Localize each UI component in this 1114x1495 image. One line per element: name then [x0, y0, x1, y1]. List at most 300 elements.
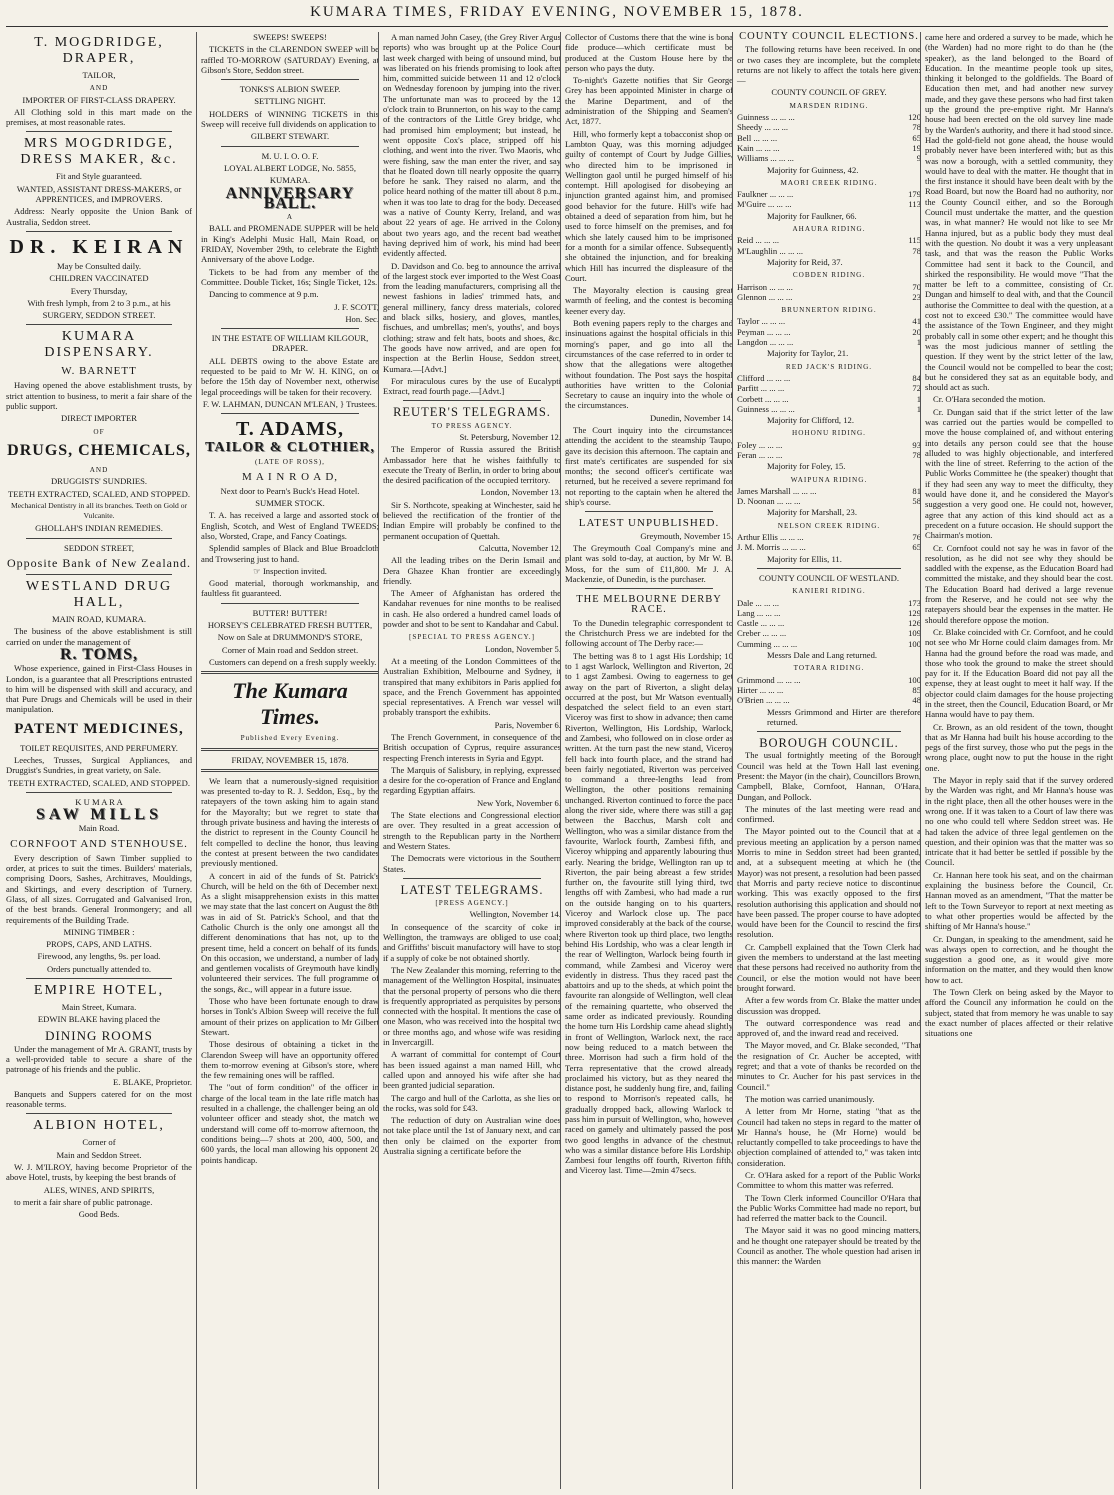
- result-row: [737, 450, 921, 460]
- result-row: [737, 542, 921, 552]
- ad-merit: to merit a fair share of public patronage.: [14, 1196, 153, 1207]
- special-press-line: [SPECIAL TO PRESS AGENCY.]: [409, 633, 535, 642]
- ad-corner: Corner of: [82, 1137, 116, 1148]
- ad-dancing: Dancing to commence at 9 p.m.: [209, 289, 319, 300]
- ad-wanted: WANTED, ASSISTANT DRESS-MAKERS, or APPRENTICES, and IMPROVERS.: [16, 183, 182, 205]
- result-row: [737, 133, 921, 143]
- editorial-paragraph: Those desirous of obtaining a ticket in the Clarendon Sweep will have an opportunity offered them to-morrow evening at Gibson's store, where the few remaining ones will be raffled.: [201, 1039, 379, 1081]
- candidate-name: O'Brien ... ... ...: [737, 695, 790, 706]
- vote-count: 78: [912, 122, 921, 133]
- ad-firewood: Firewood, any lengths, 9s. per load.: [37, 951, 161, 962]
- editorial-paragraph: The "out of form condition" of the officer in charge of the local team in the late rifle match has resulted in a challenge, the challenger being an old volunteer officer and steady shot, the match we understand will come off to-morrow afternoon, the conditions being—7 shots at 200, 400, 500, and 600 yards, the local man allowing his opponent 20 points handicap.: [201, 1082, 379, 1165]
- section-heading-reuters: REUTER'S TELEGRAMS.: [393, 405, 551, 420]
- divider: [201, 769, 379, 772]
- editorial-paragraph: We learn that a numerously-signed requisition was presented to-day to R. J. Seddon, Esq., by the ratepayers of the town asking him to again stand for the Mayoralty; but we regret to state that through private business and having the interests of the district to represent in the County Council he felt compelled to decline the honor, thus leaving the contest at present between the two candidates previously mentioned.: [201, 775, 379, 869]
- ad-toms-body: Whose experience, gained in First-Class Houses in London, is a guarantee that all Prescriptions entrusted to him will be dispensed with skill and accuracy, and that Pure Drugs and Chemicals will be used in their manipulation.: [6, 663, 192, 715]
- column-6: [920, 32, 1113, 1489]
- result-row: [737, 337, 921, 347]
- dateline: St. Petersburg, November 12.: [459, 431, 561, 442]
- editorial-paragraph: A concert in aid of the funds of St. Patrick's Church, will be held on the 6th of December next. As a slight misapprehension exists in this matter we may state that the last concert on August the 8th was in aid of St. Patrick's School, and that the Catholic Church is the only one amongst all the different denominations that has not, up to the present time, held a concert on behalf of its funds. On this occasion, we understand, a number of lady and gentlemen vocalists of Greymouth have kindly volunteered their services. The full programme of the songs, &c., will appear in a future issue.: [201, 870, 379, 994]
- candidate-name: Glennon ... ... ...: [737, 291, 793, 302]
- article-paragraph: The outward correspondence was read and approved of, and the inward read and received.: [737, 1017, 921, 1039]
- result-row: [737, 440, 921, 450]
- ad-mogdridge-tailor: TAILOR,: [82, 70, 116, 80]
- riding-name: MARSDEN RIDING.: [789, 101, 869, 110]
- ad-barnett: W. BARNETT: [61, 365, 137, 378]
- subheading-grey: COUNTY COUNCIL OF GREY.: [771, 87, 887, 98]
- result-row: [737, 199, 921, 209]
- candidate-name: Faulkner ... ... ...: [737, 189, 794, 200]
- article-paragraph: The Mayor moved, and Cr. Blake seconded, "That the resignation of Cr. Aucher be accepted, with regret; and that a vote of thanks be recorded on the minutes to Cr. Aucher for his past services in the Council.": [737, 1040, 921, 1092]
- article-paragraph: Cr. Cornfoot could not say he was in favor of the resolution, as he did not see why they should be saddled with the expense, as the Education Board had committed the mistake, and they should bear the cost. The Education Board had derived a large revenue from the Reserve, and he could not see why the ratepayers should bear the expenses in the matter. He should therefore oppose the motion.: [925, 542, 1113, 625]
- ad-druggists: DRUGGISTS' SUNDRIES.: [50, 476, 148, 487]
- majority-line: Messrs Dale and Lang returned.: [767, 650, 878, 661]
- divider: [26, 538, 172, 539]
- riding-name: BRUNNERTON RIDING.: [781, 306, 877, 315]
- article-paragraph: The Town Clerk on being asked by the Mayor to afford the Council any information he could on the subject, stated that from memory he was unable to say the exact number of places affected or their relative situations one: [925, 987, 1113, 1039]
- riding-name: AHAURA RIDING.: [792, 225, 866, 234]
- candidate-name: M'Laughlin ... ... ...: [737, 245, 803, 256]
- ad-splendid: Splendid samples of Black and Blue Broadcloth and Trowsering just to hand.: [201, 543, 379, 564]
- ad-kumara: KUMARA.: [269, 175, 311, 186]
- ad-adams: T. ADAMS,: [235, 418, 345, 441]
- result-row: [737, 246, 921, 256]
- ad-settling: SETTLING NIGHT.: [254, 96, 326, 107]
- ad-drugs: DRUGS, CHEMICALS,: [7, 441, 191, 459]
- riding-name: HOHONU RIDING.: [792, 429, 866, 438]
- telegram: Sir S. Northcote, speaking at Winchester, said he believed the rectification of the frontier of the Indian Empire will probably be confined to the permanent occupation of Quettah.: [383, 499, 561, 541]
- result-row: [737, 292, 921, 302]
- vote-count: 85: [912, 684, 921, 695]
- ad-westland-drug-hall: WESTLAND DRUG HALL,: [25, 579, 173, 611]
- vote-count: 81: [912, 485, 921, 496]
- column-2: [196, 32, 379, 1489]
- ad-blake-prop: E. BLAKE, Proprietor.: [112, 1076, 192, 1087]
- divider: [403, 878, 541, 879]
- divider: [201, 671, 379, 674]
- candidate-name: Creber ... ... ...: [737, 628, 787, 639]
- ad-patent: PATENT MEDICINES,: [14, 720, 184, 737]
- vote-count: 72: [912, 383, 921, 394]
- telegram: The Marquis of Salisbury, in replying, expressed a desire for the co-operation of France and England regarding Egyptian affairs.: [383, 764, 561, 796]
- candidate-name: Peyman ... ... ...: [737, 326, 791, 337]
- candidate-name: Kain ... ... ...: [737, 142, 780, 153]
- vote-count: 129: [908, 607, 921, 618]
- dateline: Greymouth, November 15.: [640, 530, 733, 541]
- telegram: The Democrats were victorious in the Southern States.: [383, 853, 561, 874]
- majority-line: Majority for Marshall, 23.: [767, 507, 857, 518]
- result-row: [737, 532, 921, 542]
- ad-barnett-body: Having opened the above establishment trusts, by strict attention to business, to merit a fair share of the public support.: [6, 380, 192, 412]
- ad-orders: Orders punctually attended to.: [46, 963, 152, 974]
- divider: [26, 231, 172, 232]
- ad-a: A: [286, 213, 294, 222]
- vote-count: 179: [908, 189, 921, 200]
- subheading-westland: COUNTY COUNCIL OF WESTLAND.: [758, 572, 900, 583]
- result-row: [737, 112, 921, 122]
- ridings-grey: [737, 101, 921, 564]
- article-paragraph: Cr. Blake coincided with Cr. Cornfoot, and he could not see who Mr Horne could claim damages from. Mr Hanna had the ground before the road was made, and those who took the ground to make the street should pay for it. If the Education Board did not pay all the expense, they at least ought to meet it half way. If the objector could claim damages for the house projecting in the street, then the Council, Education Board, or Mr Hanna would have to pay them.: [925, 626, 1113, 720]
- article-paragraph: Cr. O'Hara asked for a report of the Public Works Committee to whom this matter was referred.: [737, 1169, 921, 1191]
- candidate-name: Corbett ... ... ...: [737, 393, 789, 404]
- section-heading-borough: BOROUGH COUNCIL.: [759, 736, 899, 751]
- vote-count: 58: [912, 496, 921, 507]
- ad-mioof: M. U. I. O. O. F.: [261, 150, 319, 161]
- ad-saw-mills: SAW MILLS: [36, 806, 162, 824]
- article-paragraph: The betting was 8 to 1 agst His Lordship; 10 to 1 agst Warlock, Wellington and Riverton, 20 to 1 agst Zambesi. Owing to eagerness to get away on the part of Riverton, a slight delay occurred at the post, but Mr Watson eventually despatched the select field to an even start. Viceroy was first to show in advance; then came Riverton, Wellington, His Lordship, Warlock, and Zambesi, who followed on in close order as written. At the turn past the new stand, Viceroy fell back into fourth place, and the strand had been fairly negotiated, Riverton was perceived to command a three-lengths lead from Wellington, the other positions remaining unchanged. Riverton continued to force the pace along the river side, where there was still a gap between the Bacchus, Marsh colt and Wellington, who was a similar distance from the favourite, Warlock fourth, Zambesi fifth, and Viceroy whipping and apparently labouring thus early. Nearing the bridge, Wellington ran up to Riverton, the pair being abreast a few strides further on, the favourite still lying third, two lengths off with Zambesi, who had made a run on the outside hanging on to his quarters, Viceroy and Warlock close up. The pace improved considerably at the back of the course, where Riverton took up third place, two lengths behind His Lordship, who was a clear length in the rear of Wellington, Warlock being fourth in command, while Zambesi and Viceroy were evidently in distress. Thus they raced past the abattoirs and up to the sheds, at which point the favourite ran alongside of Wellington, well clear of the remaining quartette, who observed the same order as indicated previously. Rounding the home turn His Lordship came ahead slightly in front of Wellington, Warlock next, the race now being reduced to a match between the three. Morrison had such a firm hold of the Terra representative that the crowd already proclaimed his victory, but as they neared the distance post, he suddenly hung fire, and, failing to respond to Morrison's repeated calls, he gradually dropped back, allowing Warlock to pass him in pursuit of Wellington, who, however raced on gamely and ultimately passed the post two good lengths in advance of the chestnut, who was a similar distance before His Lordship. Zambesi four lengths off fourth, Riverton fifth, and Viceroy last. Time—2min 47secs.: [565, 650, 733, 1176]
- telegram: The cargo and hull of the Carlotta, as she lies on the rocks, was sold for £43.: [383, 1092, 561, 1113]
- telegram: The French Government, in consequence of the British occupation of Cyprus, require assurances respecting French interests in Syria and Egypt.: [383, 732, 561, 763]
- ad-horsey: HORSEY'S CELEBRATED FRESH BUTTER,: [207, 620, 373, 631]
- telegram: Collector of Customs there that the wine is bona fide produce—which certificate must be produced at the Custom House here by the person who pays the duty.: [565, 32, 733, 73]
- result-row: [737, 404, 921, 414]
- vote-count: 78: [912, 245, 921, 256]
- ad-mogdridge-and: AND: [89, 84, 109, 93]
- telegram: The Ameer of Afghanistan has ordered the Kandahar revenues for nine months to be realised in cash. He also ordered a hundred camel loads of powder and shot to be sent to Kandahar and Cabul.: [383, 588, 561, 630]
- vote-count: 93: [912, 439, 921, 450]
- article-paragraph: D. Davidson and Co. beg to announce the arrival of the largest stock ever imported to the West Coast from the leading manufacturers, comprising all the newest fashions in ladies' trimmed hats, and general millinery, fancy dress materials, colored and black silks, hosiery, and gloves, mantles, fischues, and umbrellas; men's, youths', and boys' clothing; straw and felt hats, boots and shoes, &c. The goods have now arrived, and are open for inspection at the Berlin House, Seddon street, Kumara.—[Advt.]: [383, 260, 561, 374]
- ad-empire-street: Main Street, Kumara.: [61, 1002, 137, 1013]
- majority-line: Majority for Reid, 37.: [767, 256, 843, 267]
- ad-summer-stock: SUMMER STOCK.: [255, 498, 325, 509]
- ad-loyal: LOYAL ALBERT LODGE, No. 5855,: [224, 162, 356, 173]
- vote-count: 48: [912, 695, 921, 706]
- majority-line: Majority for Guinness, 42.: [767, 164, 859, 175]
- ad-props: PROPS, CAPS, AND LATHS.: [46, 939, 152, 950]
- vote-count: 1: [916, 393, 921, 404]
- column-1: [6, 32, 192, 1489]
- ad-inspection: [201, 566, 379, 576]
- majority-line: Majority for Taylor, 21.: [767, 348, 849, 359]
- vote-count: 113: [908, 199, 921, 210]
- ad-mining: MINING TIMBER :: [63, 926, 135, 937]
- vote-count: 120: [908, 112, 921, 123]
- divider: [221, 413, 359, 414]
- vote-count: 20: [912, 326, 921, 337]
- ad-opp-bank: Opposite Bank of New Zealand.: [7, 556, 191, 571]
- divider: [26, 324, 172, 325]
- divider: [26, 1113, 172, 1114]
- ad-toms: R. TOMS,: [59, 645, 139, 663]
- published-line: Published Every Evening.: [240, 734, 340, 743]
- ad-sweeps: SWEEPS! SWEEPS!: [253, 32, 327, 42]
- ad-corner: Corner of Main road and Seddon street.: [221, 644, 359, 655]
- candidate-name: M'Guire ... ... ...: [737, 199, 792, 210]
- candidate-name: Arthur Ellis ... ... ...: [737, 532, 804, 543]
- ad-empire-hotel: EMPIRE HOTEL,: [33, 983, 165, 999]
- telegram: A warrant of committal for contempt of Court has been issued against a man named Hill, who called upon and annoyed his wife after she had been granted judicial separation.: [383, 1049, 561, 1091]
- ad-dispensary: KUMARA DISPENSARY.: [44, 329, 154, 361]
- result-row: [737, 695, 921, 705]
- ad-banquets: Banquets and Suppers catered for on the most reasonable terms.: [6, 1088, 192, 1110]
- dateline: New York, November 6.: [476, 797, 561, 808]
- telegram: The New Zealander this morning, referring to the management of the Wellington Hospital, insinuates that the personal property of persons who die there is frequently appropriated as perquisites by persons connected with the hospital. It mentions the case of one Mason, who was received into the hospital two or three months ago, and whose wife was residing in Invercargill.: [383, 964, 561, 1048]
- ad-wd-body: The business of the above establishment is still carried on under the management of: [6, 626, 192, 647]
- article-paragraph: The Mayor said it was no good mincing matters, and he thought one ratepayer should be treated by the Council as another. The whole question had arisen in this manner: the Warden: [737, 1225, 921, 1267]
- telegram: The State elections and Congressional election are over. They resulted in a great accession of strength to the Republican party in the Northern and Western States.: [383, 810, 561, 851]
- ad-vaccinated: CHILDREN VACCINATED: [49, 273, 149, 284]
- candidate-name: Parfitt ... ... ...: [737, 383, 785, 394]
- article-paragraph: After a few words from Cr. Blake the matter under discussion was dropped.: [737, 995, 921, 1016]
- ad-sale: Now on Sale at DRUMMOND'S STORE,: [217, 632, 363, 643]
- article-paragraph: The Mayor in reply said that if the survey ordered by the Warden was right, and Mr Hanna's house was in the right place, then all the other houses were in the wrong one. If it was taken to a Court of law there was no one who could tell where Seddon street was. He had taken the advice of three legal gentlemen on the question, and their opinion was that the matter was so intricate that it had better be settled if possible by the Council.: [925, 775, 1113, 868]
- article-paragraph: Cr. Brown, as an old resident of the town, thought that as Mr Hanna had built his house according to the pegs of the first survey, those who put the pegs in the wrong place, ought now to put the house in the right one.: [925, 721, 1113, 773]
- vote-count: 76: [912, 532, 921, 543]
- ad-address: Address: Nearly opposite the Union Bank of Australia, Seddon street.: [6, 206, 192, 227]
- ad-direct-importer: DIRECT IMPORTER: [61, 413, 137, 424]
- ad-ball-body: BALL and PROMENADE SUPPER will be held in King's Adelphi Music Hall, Main Road, on FRIDAY, November 29th, to celebrate the Eighth Anniversary of the above Lodge.: [201, 223, 379, 265]
- candidate-name: Bell ... ... ...: [737, 132, 778, 143]
- ad-of: OF: [93, 427, 105, 436]
- column-4: [560, 32, 733, 1489]
- divider: [26, 131, 172, 132]
- riding-name: NELSON CREEK RIDING.: [777, 521, 881, 530]
- ad-kieran: DR. KEIRAN: [9, 235, 189, 258]
- article-paragraph: Cr. Hannan here took his seat, and on the chairman explaining the business before the Council, Cr. Hannan moved as an amendment, "That the matter be left to the Town Surveyor to report at next meeting as to what other properties would be affected by the shifting of Mr Hanna's house.": [925, 869, 1113, 932]
- vote-count: 9: [916, 153, 921, 164]
- telegram: In consequence of the scarcity of coke in Wellington, the tramways are obliged to use coal; and Griffiths' biscuit manufactory will have to stop if a supply of coke be not obtained shortly.: [383, 921, 561, 963]
- ad-debts: ALL DEBTS owing to the above Estate are requested to be paid to Mr W. H. KING, on or before the 15th day of November next, otherwise legal proceedings will be taken for their recovery.: [201, 355, 379, 397]
- section-heading-unpublished: LATEST UNPUBLISHED.: [578, 517, 720, 530]
- divider: [201, 748, 379, 751]
- ad-main-road: MAIN ROAD, KUMARA.: [51, 614, 147, 625]
- ad-dining: DINING ROOMS: [45, 1027, 153, 1043]
- telegram: The Mayoralty election is causing great warmth of feeling, and the contest is becoming keener every day.: [565, 285, 733, 316]
- vote-count: 109: [908, 628, 921, 639]
- candidate-name: Dale ... ... ...: [737, 597, 780, 608]
- dateline: Paris, November 6.: [494, 719, 561, 730]
- riding-name: KANIERI RIDING.: [792, 587, 866, 596]
- section-heading-derby: THE MELBOURNE DERBY RACE.: [576, 594, 722, 616]
- result-row: [737, 327, 921, 337]
- article-paragraph: A man named John Casey, (the Grey River Argus reports) who was brought up at the Police Court last week charged with being of unsound mind, but was liberated on his friends promising to look after him, committed suicide between 11 and 12 o'clock on Wednesday forenoon by jumping into the river. The unfortunate man was to proceed by the 12 o'clock train to Brunnerton, on his way to the camp of the contractors of the Little Grey bridge, who had promised him employment; but instead, he went opposite Cox's place, stripped off his clothing, and went into the river. Two Maoris, who were fishing, saw the man enter the river, and say that he floated down till nearly opposite the quarry before he sank. They raised no alarm, and the police heard nothing of the matter till about 8 p.m., when it was too late to drag for the body. Deceased was a native of County Kerry, Ireland, and was about 22 years of age. He arrived in the Colony about two years ago, and the recent bad weather having deprived him of work, his mind had been evidently affected.: [383, 32, 561, 259]
- telegram: At a meeting of the London Committees of the Australian Exhibition, Melbourne and Sydney, it transpired that many exhibitors in Paris applied for space, and the French Government has appointed special representatives. A French war vessel will probably transport the exhibits.: [383, 655, 561, 718]
- press-agency-line: TO PRESS AGENCY.: [431, 421, 513, 430]
- result-row: [737, 639, 921, 649]
- vote-count: 41: [912, 316, 921, 327]
- ad-cornfoot-body: Every description of Sawn Timber supplied to order, at prices to suit the times. Builders' materials, comprising Doors, Sashes, Architraves, Mouldings, and Skirtings, and every description of Turnery. Glass, of all sizes. Corrugated and Galvanised Iron, of the best brands. General Ironmongery; and all requirements of the Building Trade.: [6, 852, 192, 925]
- masthead-rule: [6, 26, 1108, 27]
- ad-tonks: TONKS'S ALBION SWEEP.: [239, 84, 341, 95]
- ridings-westland: [737, 586, 921, 727]
- article-paragraph: To the Dunedin telegraphic correspondent to the Christchurch Press we are indebted for the following account of The Derby race:—: [565, 617, 733, 649]
- candidate-name: Feran ... ... ...: [737, 449, 783, 460]
- ad-estate: IN THE ESTATE OF WILLIAM KILGOUR, DRAPER.: [211, 333, 369, 354]
- divider: [757, 568, 901, 569]
- vote-count: 65: [912, 132, 921, 143]
- result-row: [737, 153, 921, 163]
- ad-butter: BUTTER! BUTTER!: [252, 607, 328, 618]
- ad-adams-body: T. A. has received a large and assorted stock of English, Scotch, and West of England TWEEDS; also, Worsted, Crape, and Fancy Coatings.: [201, 510, 379, 541]
- candidate-name: Sheedy ... ... ...: [737, 122, 789, 133]
- ad-holders: HOLDERS of WINNING TICKETS in this Sweep will receive full dividends on application to: [201, 108, 379, 130]
- result-row: [737, 316, 921, 326]
- candidate-name: Williams ... ... ...: [737, 153, 794, 164]
- telegram: Both evening papers reply to the charges and insinuations against the hospital officials in this morning's paper, and go into all the circumstances of the case referred to in order to show that the allegations were altogether without foundation. The Post says the hospital authorities have written to the Colonial Secretary to cause an inquiry into the whole of the circumstances.: [565, 318, 733, 411]
- ad-tickets2: Tickets to be had from any member of the Committee. Double Ticket, 16s; Single Ticket, 12s.: [201, 266, 379, 287]
- ad-late-ross: (LATE OF ROSS),: [255, 457, 325, 466]
- ad-tailor-clothier: TAILOR & CLOTHIER,: [205, 440, 375, 456]
- riding-name: WAIPUNA RIDING.: [790, 475, 868, 484]
- telegram: Hill, who formerly kept a tobacconist shop on Lambton Quay, was this morning adjudged guilty of contempt of Court by Judge Gillies, who directed him to be imprisoned in Wellington gaol until he purged himself of his contempt. Hill apologised for disobeying an injunction granted against him, and promised good behavior for the future. Hill's wife had obtained a deed of separation from him, but he used to force himself on the premises, and for which she lately caused him to be imprisoned for a month for a similar offence. Subsequently she obtained the injunction, and for breaking which Hill has incurred the displeasure of the Court.: [565, 128, 733, 283]
- ad-hon-sec: Hon. Sec.: [345, 313, 379, 324]
- article-paragraph: The Town Clerk informed Councillor O'Hara that the Public Works Committee had made no report, but had referred the matter back to the Council.: [737, 1192, 921, 1224]
- ad-seddon: SEDDON STREET,: [63, 542, 135, 553]
- majority-line: Majority for Faulkner, 66.: [767, 210, 857, 221]
- result-row: [737, 628, 921, 638]
- candidate-name: D. Noonan ... ... ...: [737, 496, 801, 507]
- ad-surgery: SURGERY, SEDDON STREET.: [42, 310, 156, 321]
- riding-name: RED JACK'S RIDING.: [785, 362, 873, 371]
- candidate-name: Reid ... ... ...: [737, 235, 780, 246]
- vote-count: 65: [912, 542, 921, 553]
- ad-teeth2: TEETH EXTRACTED, SCALED, AND STOPPED.: [8, 777, 190, 788]
- ad-next-door: Next door to Pearn's Buck's Head Hotel.: [220, 485, 360, 496]
- article-paragraph: Cr. Campbell explained that the Town Clerk had given the members to understand at the last meeting that these persons had received no authority from the Council, or else the motion would not have been brought forward.: [737, 941, 921, 993]
- dateline: Wellington, November 14.: [469, 909, 561, 920]
- ad-vacc-every: Every Thursday,: [70, 285, 128, 296]
- riding-name: COBDEN RIDING.: [792, 271, 866, 280]
- vote-count: 173: [908, 597, 921, 608]
- ad-drugs-and: AND: [89, 465, 109, 474]
- pointing-hand-icon: ☞: [253, 565, 263, 576]
- candidate-name: Guinness ... ... ...: [737, 403, 795, 414]
- dateline: Calcutta, November 12.: [478, 542, 561, 553]
- result-row: [737, 235, 921, 245]
- result-row: [737, 189, 921, 199]
- divider: [221, 328, 359, 329]
- article-paragraph: The following returns have been received. In one or two cases they are incomplete, but the complete returns are not likely to affect the totals here given:—: [737, 44, 921, 86]
- vote-count: 70: [912, 281, 921, 292]
- divider: [585, 588, 713, 589]
- ad-scott: J. F. SCOTT,: [334, 301, 379, 312]
- candidate-name: James Marshall ... ... ...: [737, 485, 817, 496]
- divider: [403, 400, 541, 401]
- result-row: [737, 608, 921, 618]
- divider: [585, 511, 713, 512]
- ad-kumara: K U M A R A: [75, 796, 123, 807]
- ad-mrs-mogdridge: MRS MOGDRIDGE, DRESS MAKER, &c.: [20, 136, 178, 168]
- candidate-name: Grimmond ... ... ...: [737, 674, 801, 685]
- telegram: The Court inquiry into the circumstances attending the accident to the steamship Taupo, gave its decision this afternoon. The captain and first mate's certificates are suspended for six months; the second officer's certificate was returned, but he received a severe reprimand for not reporting to the captain when he altered the ship's course.: [565, 424, 733, 508]
- column-5: [732, 32, 921, 1489]
- telegram: To-night's Gazette notifies that Sir George Grey has been appointed Minister in charge of the Marine Department, and of the administration of the Shipping and Seamen's Act, 1877.: [565, 75, 733, 127]
- dateline: London, November 13.: [480, 487, 561, 498]
- divider: [26, 574, 172, 575]
- result-row: [737, 598, 921, 608]
- ad-inspection-text: Inspection invited.: [262, 565, 327, 576]
- candidate-name: Harrison ... ... ...: [737, 281, 793, 292]
- ad-gilbert: GILBERT STEWART.: [250, 131, 330, 142]
- ad-milroy: W. J. M'ILROY, having become Proprietor of the above Hotel, trusts, by keeping the best brands of: [6, 1162, 192, 1183]
- ad-anniversary-ball: ANNIVERSARY BALL.: [225, 184, 355, 212]
- dateline: Dunedin, November 14.: [649, 412, 733, 423]
- result-row: [737, 685, 921, 695]
- candidate-name: Lang ... ... ...: [737, 607, 781, 618]
- ad-good-material: Good material, thorough workmanship, and faultless fit guaranteed.: [201, 578, 379, 599]
- vote-count: 115: [908, 235, 921, 246]
- article-paragraph: Cr. Dungan said that if the strict letter of the law was carried out the parties would be compelled to move the house complained of, and without entering into details any person could see that the house alluded to was highly objectionable, and interfered with the line of street. Referring to the action of the Public Works Committee he (the speaker) thought that if they had seen any way to meet the difficulty, they would have done it, and he considered the Mayor's suggestion a very good one. He could not, however, agree that any action of this kind should act as a precedent on a future occasion. He should support the Chairman's motion.: [925, 406, 1113, 541]
- masthead: KUMARA TIMES, FRIDAY EVENING, NOVEMBER 15, 1878.: [310, 4, 804, 20]
- candidate-name: Taylor ... ... ...: [737, 316, 786, 327]
- ad-blake: EDWIN BLAKE having placed the: [37, 1014, 161, 1025]
- majority-line: Majority for Clifford, 12.: [767, 415, 854, 426]
- ad-ales: ALES, WINES, AND SPIRITS,: [43, 1184, 155, 1195]
- telegram: All the leading tribes on the Derin Ismail and Dera Ghazee Khan frontier are exceedingly friendly.: [383, 555, 561, 586]
- article-paragraph: The motion was carried unanimously.: [745, 1093, 875, 1104]
- divider: [221, 79, 359, 80]
- result-row: [737, 373, 921, 383]
- editorial-paragraph: Those who have been fortunate enough to draw horses in Tonk's Albion Sweep will receive the full amount of their prizes on application to Mr Gilbert Stewart.: [201, 996, 379, 1037]
- ad-kieran-consult: May be Consulted daily.: [57, 260, 141, 271]
- ad-albion-hotel: ALBION HOTEL,: [33, 1118, 165, 1134]
- vote-count: 19: [912, 142, 921, 153]
- ad-customers: Customers can depend on a fresh supply weekly.: [209, 656, 377, 667]
- ad-teeth: TEETH EXTRACTED, SCALED, AND STOPPED.: [8, 488, 190, 499]
- divider: [26, 792, 172, 793]
- candidate-name: Foley ... ... ...: [737, 439, 783, 450]
- telegram: The reduction of duty on Australian wine does not take place until the 1st of January next, and can then only be claimed on the exporter from Australia signing a certificate before the: [383, 1115, 561, 1156]
- article-paragraph: Cr. Dungan, in speaking to the amendment, said he was always open to correction, and he thought the suggestion a good one, as it would give more information on the matter, and they would then know how to act.: [925, 933, 1113, 985]
- ad-dining-body: Under the management of Mr A. GRANT, trusts by a well-provided table to secure a share of the patronage of his friends and the public.: [6, 1043, 192, 1075]
- divider: [26, 978, 172, 979]
- candidate-name: Guinness ... ... ...: [737, 112, 795, 123]
- ad-cornfoot: CORNFOOT AND STENHOUSE.: [10, 837, 188, 850]
- divider: [221, 146, 359, 147]
- ad-mogdridge-name: T. MOGDRIDGE, DRAPER,: [34, 35, 164, 66]
- vote-count: 84: [912, 372, 921, 383]
- ad-trustees: F. W. LAHMAN, DUNCAN M'LEAN, } Trustees.: [202, 398, 378, 409]
- article-paragraph: came here and ordered a survey to be made, which he (the Warden) had no more right to do than he (the speaker), as the land belonged to the Board of Education. In the meantime people took up sites, thinking it belonged to the goldfields. The Board of Education then met, and had another new survey made, and they gave these persons who had first taken up the ground the pre-emptive right. Mr Hanna's house had been erected on the old survey line made by the Warden's authority, and there it had stood since. Had the gold-field not gone ahead, the house would probably never have been interfered with; but as this was now a borough, with a settled community, they would have to deal with the matter. He thought that in the first instance it should have been dealt with by the Road Board, but now the Board had no authority, nor the County Council either, and so the Borough Council must undertake the matter, and the question was, in what manner? He would not like to see Mr Hanna injured, but as a public body they must deal with the question. No doubt it was a very unpleasant task, and that was the reason the Public Works Committee had sent it back to the Council, and shirked the responsibility. He would move "That the matter be left to a committee, consisting of Cr. Dungan and himself to deal with, and that the Council authorise the Committee to deal with the question, at a cost not to exceed £30." The committee would have the assistance of the Town Engineer, and they might probably call in some other expert; and he thought this was the most judicious manner of settling the question. If they went by the strict letter of the law, the Council would not be compelled to bear the cost; but he considered they sat as an equitable body, and should act as such.: [925, 32, 1113, 393]
- ad-mogdridge-importer: IMPORTER OF FIRST-CLASS DRAPERY.: [22, 94, 176, 105]
- result-row: [737, 618, 921, 628]
- press-agency-line: [PRESS AGENCY.]: [435, 899, 509, 908]
- candidate-name: Hirter ... ... ...: [737, 684, 784, 695]
- telegram: The Greymouth Coal Company's mine and plant was sold to-day, at auction, by Mr W. B. Moss, for the sum of £11,800. Mr J. A. Mackenzie, of Dunedin, is the purchaser.: [565, 542, 733, 584]
- article-paragraph: The minutes of the last meeting were read and confirmed.: [737, 803, 921, 825]
- riding-name: TOTARA RIDING.: [793, 664, 865, 673]
- ad-mech: Mechanical Dentistry in all its branches. Teeth on Gold or Vulcanite.: [10, 500, 188, 521]
- ad-adams-main-road: M A I N R O A D,: [241, 470, 339, 483]
- candidate-name: J. M. Morris ... ... ...: [737, 542, 806, 553]
- riding-name: MAORI CREEK RIDING.: [780, 178, 878, 187]
- vote-count: 1: [916, 403, 921, 414]
- article-paragraph: Cr. O'Hara seconded the motion.: [933, 394, 1046, 405]
- issue-date: FRIDAY, NOVEMBER 15, 1878.: [231, 754, 349, 765]
- article-paragraph: A letter from Mr Horne, stating "that as the Council had taken no steps in regard to the matter of Mr Hanna's house, he (Mr Horne) would be reluctantly compelled to take proceedings to have the objection complained of attended to," was taken into consideration.: [737, 1106, 921, 1168]
- candidate-name: Clifford ... ... ...: [737, 372, 791, 383]
- ad-vacc-lymph: With fresh lymph, from 2 to 3 p.m., at his: [27, 297, 171, 308]
- ad-saw-road: Main Road.: [78, 823, 120, 834]
- result-row: [737, 486, 921, 496]
- article-paragraph: The usual fortnightly meeting of the Borough Council was held at the Town Hall last evening. Present: the Mayor (in the chair), Councillors Brown, Campbell, Blake, Cornfoot, Hannan, O'Hara, Dungan, and Pollock.: [737, 750, 921, 802]
- vote-count: 126: [908, 618, 921, 629]
- result-row: [737, 675, 921, 685]
- ad-main-seddon: Main and Seddon Street.: [56, 1149, 142, 1160]
- section-heading-latest: LATEST TELEGRAMS.: [400, 882, 544, 897]
- vote-count: 78: [912, 449, 921, 460]
- vote-count: 1: [916, 337, 921, 348]
- ad-toilet: TOILET REQUISITES, AND PERFUMERY.: [20, 742, 178, 753]
- result-row: [737, 394, 921, 404]
- dateline: London, November 5.: [485, 643, 561, 654]
- ad-mrs-fit: Fit and Style guaranteed.: [56, 171, 142, 182]
- vote-count: 100: [908, 674, 921, 685]
- result-row: [737, 143, 921, 153]
- ad-leeches: Leeches, Trusses, Surgical Appliances, and Druggist's Sundries, in great variety, on Sale.: [6, 754, 192, 776]
- divider: [757, 731, 901, 732]
- result-row: [737, 282, 921, 292]
